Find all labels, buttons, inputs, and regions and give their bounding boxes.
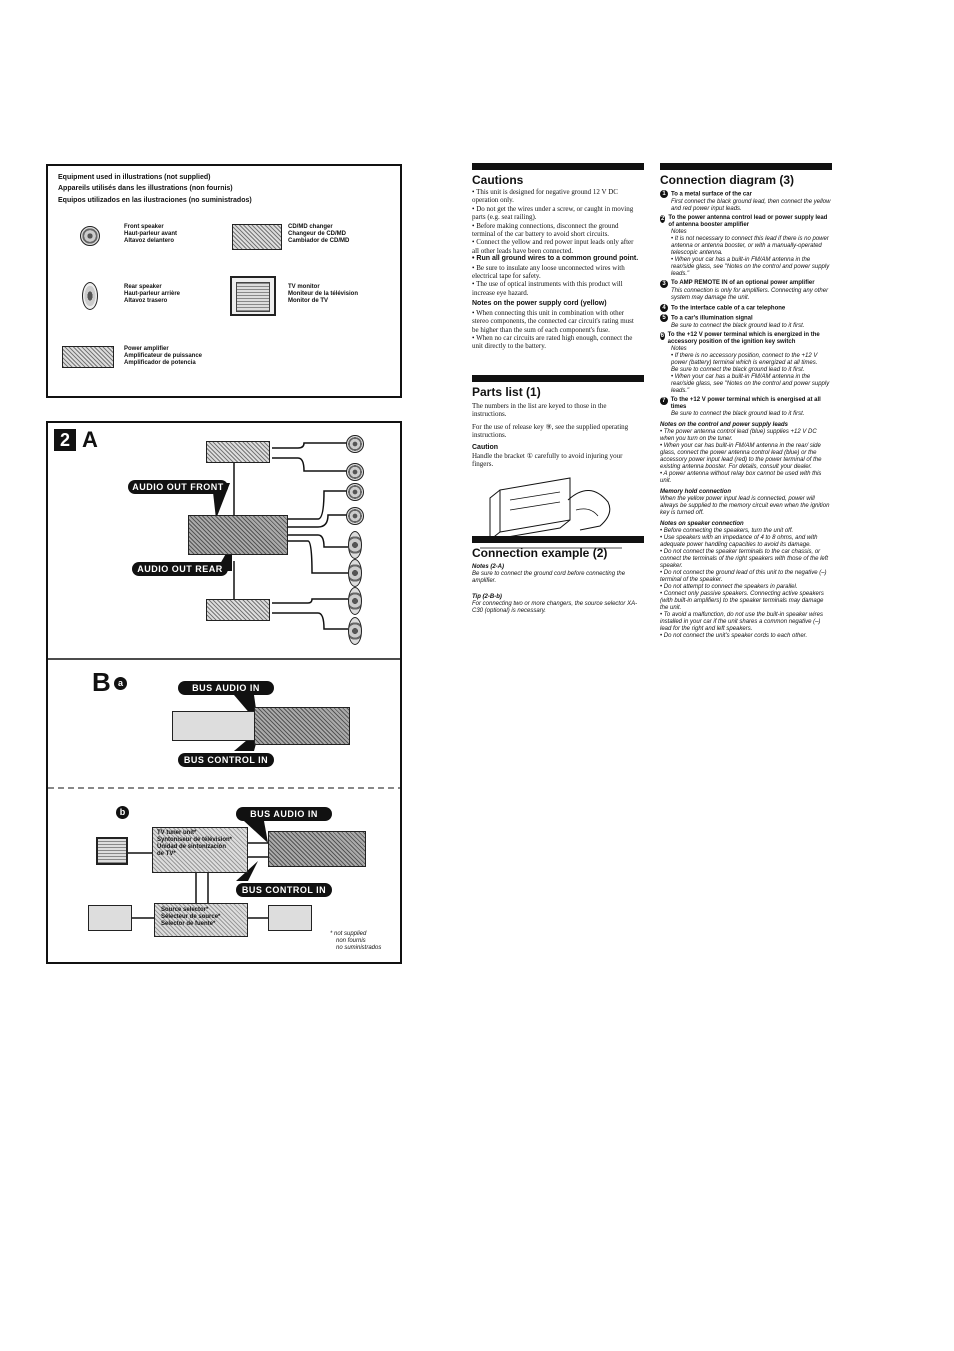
footnote-fr: non fournis <box>336 938 366 944</box>
rear-speaker-label-fr: Haut-parleur arrière <box>124 291 181 297</box>
memory-hold-title: Memory hold connection <box>660 488 732 495</box>
connection-item-head: To AMP REMOTE IN of an optional power amplifier <box>671 279 815 286</box>
equipment-heading-en: Equipment used in illustrations (not supplied) <box>58 174 211 181</box>
cautions-title: Cautions <box>472 173 524 187</box>
caution-item: • This unit is designed for negative ground 12 V DC operation only. <box>472 188 618 205</box>
number-icon: 6 <box>660 332 664 339</box>
number-icon: 2 <box>661 215 665 222</box>
connection-item-1 <box>660 190 832 213</box>
power-amp-label-en: Power amplifier <box>124 346 169 352</box>
speaker-notes-title: Notes on speaker connection <box>660 520 744 527</box>
connection-item-body: Notes • It is not necessary to connect this lead if there is no power antenna or antenna booster, or with a manually-operated telescopic antenna. • When your car has a built-in FM/AM antenna in the rear/side glass, see "Notes on the control and power supply leads." <box>671 228 830 277</box>
tv-tuner-box <box>152 827 248 873</box>
connection-item-body: Be sure to connect the black ground lead to it first. <box>671 410 805 417</box>
number-icon: 4 <box>660 304 668 312</box>
cdmd-changer-label-fr: Changeur de CD/MD <box>288 231 347 237</box>
power-amp-label-es: Amplificador de potencia <box>124 360 196 366</box>
cdmd-changer-label-en: CD/MD changer <box>288 224 333 230</box>
parts-caution-text: Handle the bracket ① carefully to avoid injuring your fingers. <box>472 452 623 469</box>
example-notes <box>472 564 644 615</box>
front-speaker-1-icon <box>346 435 364 453</box>
connection-item-head: To the +12 V power terminal which is energised at all times <box>670 396 821 410</box>
number-icon: 1 <box>660 190 668 198</box>
diagram-badge: 2 <box>54 429 76 451</box>
cautions-list <box>472 188 642 351</box>
power-cord-note: • When connecting this unit in combination with other stereo components, the connected car circuit's rating must be higher than the sum of each component's fuse. <box>472 308 634 334</box>
control-leads-notes-title: Notes on the control and power supply leads <box>660 421 789 428</box>
connection-diagram-rule <box>660 163 832 170</box>
amplifier-front-icon <box>206 441 270 463</box>
amplifier-rear-icon <box>206 599 270 621</box>
number-icon: 3 <box>660 280 668 288</box>
caution-item: • Do not get the wires under a screw, or caught in moving parts (e.g. seat railing). <box>472 204 634 222</box>
tv-tuner-label-es-1: Unidad de sintonización <box>157 844 227 850</box>
footnote-es: no suministrados <box>336 945 382 951</box>
connection-item-4 <box>660 304 832 313</box>
connection-example-title: Connection example (2) <box>472 546 608 560</box>
tv-monitor-icon <box>230 276 276 316</box>
caution-item: • Run all ground wires to a common ground point. <box>472 255 639 263</box>
connection-item-body: First connect the black ground lead, then connect the yellow and red power input leads. <box>671 198 831 212</box>
rear-speaker-label-en: Rear speaker <box>124 284 162 290</box>
control-leads-notes-text: • The power antenna control lead (blue) supplies +12 V DC when you turn on the tuner. • When your car has built-in FM/AM antenna in the rear/ side glass, connect the power antenna control lead (blue) or the accessory power input lead (red) to the power terminal of the existing antenna booster. For details, consult your dealer. • A power antenna without relay box cannot be used with this unit. <box>660 428 822 484</box>
example-tip-text: For connecting two or more changers, the source selector XA-C30 (optional) is necessary. <box>472 601 638 614</box>
cautions-rule <box>472 163 644 170</box>
cdmd-changer-icon <box>232 224 282 250</box>
connection-item-head: To a metal surface of the car <box>671 191 752 198</box>
section-b-a-badge: a <box>114 677 127 690</box>
head-unit-icon <box>188 515 288 555</box>
section-b-label: B <box>92 667 111 697</box>
front-speaker-3-icon <box>346 483 364 501</box>
section-a-label: A <box>82 427 98 452</box>
front-speaker-icon <box>80 226 100 246</box>
section-b-b-badge: b <box>116 806 129 819</box>
audio-out-front-label: AUDIO OUT FRONT <box>128 480 228 494</box>
parts-caution-title: Caution <box>472 443 499 451</box>
connection-item-2 <box>660 215 832 278</box>
parts-list-title: Parts list (1) <box>472 385 541 399</box>
caution-item: • Connect the yellow and red power input leads only after all other leads have been connected. <box>472 238 634 255</box>
connection-item-head: To the +12 V power terminal which is energized in the accessory position of the ignition key switch <box>667 331 820 345</box>
parts-text <box>472 402 642 469</box>
connection-example-diagram <box>46 421 402 964</box>
example-notes-label: Notes (2-A) <box>472 564 505 570</box>
head-unit-icon-b <box>268 831 366 867</box>
connection-item-5 <box>660 314 832 330</box>
front-speaker-label-fr: Haut-parleur avant <box>124 231 178 237</box>
source-selector-label-es: Selector de fuente* <box>161 921 216 927</box>
number-icon: 7 <box>660 397 668 405</box>
rear-speaker-1-icon <box>348 531 362 559</box>
source-selector-box <box>154 903 248 937</box>
example-notes-text: Be sure to connect the ground cord before connecting the amplifier. <box>472 571 626 584</box>
rear-speaker-4-icon <box>348 617 362 645</box>
parts-paragraph-1: The numbers in the list are keyed to those in the instructions. <box>472 402 607 419</box>
bus-audio-in-label-b: BUS AUDIO IN <box>236 807 332 821</box>
front-speaker-2-icon <box>346 463 364 481</box>
example-rule <box>472 536 644 543</box>
power-cord-notes-title: Notes on the power supply cord (yellow) <box>472 300 607 308</box>
rear-speaker-3-icon <box>348 587 362 615</box>
power-amplifier-icon <box>62 346 114 368</box>
front-speaker-label-en: Front speaker <box>124 224 164 230</box>
connection-diagram-title: Connection diagram (3) <box>660 173 795 187</box>
tv-tuner-label-es-2: de TV* <box>157 851 176 857</box>
tv-monitor-label-es: Monitor de TV <box>288 298 328 304</box>
footnote <box>330 931 381 952</box>
connection-item-7 <box>660 397 832 418</box>
example-tip-label: Tip (2-B-b) <box>472 594 502 600</box>
number-icon: 5 <box>660 314 668 322</box>
source-selector-label-fr: Sélecteur de source* <box>161 914 221 920</box>
front-speaker-4-icon <box>346 507 364 525</box>
tv-tuner-label-en: TV tuner unit* <box>157 830 197 836</box>
cd-changer-left-icon <box>88 905 132 931</box>
front-speaker-label-es: Altavoz delantero <box>124 238 175 244</box>
connection-item-head: To a car's illumination signal <box>671 315 753 322</box>
rear-speaker-icon <box>82 282 98 310</box>
bus-control-in-label-b: BUS CONTROL IN <box>236 883 332 897</box>
connection-item-head: To the power antenna control lead or power supply lead of antenna booster amplifier <box>668 214 828 228</box>
parts-rule <box>472 375 644 382</box>
tv-monitor-icon-b <box>96 837 128 865</box>
memory-hold-text: When the yellow power input lead is connected, power will always be supplied to the memory circuit even when the ignition key is turned off. <box>660 495 830 516</box>
cd-changer-icon-a <box>172 711 258 741</box>
audio-out-rear-label: AUDIO OUT REAR <box>132 562 228 576</box>
connection-item-head: To the interface cable of a car telephone <box>671 305 786 312</box>
bus-audio-in-label-a: BUS AUDIO IN <box>178 681 274 695</box>
caution-item: • Before making connections, disconnect the ground terminal of the car battery to avoid short circuits. <box>472 221 619 239</box>
equipment-box <box>46 164 402 398</box>
cd-changer-right-icon <box>268 905 312 931</box>
tv-tuner-label-fr: Syntoniseur de télévision* <box>157 837 233 843</box>
connection-item-body: Notes • If there is no accessory position, connect to the +12 V power (battery) terminal which is energized at all times. Be sure to connect the black ground lead to it first. • When your car has a built-in FM/AM antenna in the rear/side glass, see "Notes on the control and power supply leads." <box>671 345 830 394</box>
power-cord-note: • When no car circuits are rated high enough, connect the unit directly to the battery. <box>472 333 633 351</box>
cdmd-changer-label-es: Cambiador de CD/MD <box>288 238 350 244</box>
rear-speaker-2-icon <box>348 559 362 587</box>
caution-item: • The use of optical instruments with this product will increase eye hazard. <box>472 280 623 297</box>
equipment-heading-es: Equipos utilizados en las ilustraciones (no suministrados) <box>58 196 252 204</box>
connection-item-3 <box>660 280 832 302</box>
footnote-en: * not supplied <box>330 931 367 937</box>
connection-item-body: This connection is only for amplifiers. Connecting any other system may damage the unit. <box>671 287 829 301</box>
source-selector-label-en: Source selector* <box>161 907 209 913</box>
tv-monitor-label-en: TV monitor <box>288 284 320 290</box>
speaker-notes-text: • Before connecting the speakers, turn the unit off. • Use speakers with an impedance of 4 to 8 ohms, and with adequate power handling capacities to avoid its damage. • Do not connect the speaker terminals to the car chassis, or connect the terminals of the right speakers with those of the left speaker. • Do not connect the ground lead of this unit to the negative (–) terminal of the speaker. • Do not attempt to connect the speakers in parallel. • Connect only passive speakers. Connecting active speakers (with built-in amplifiers) to the speaker terminals may damage the unit. • To avoid a malfunction, do not use the built-in speaker wires installed in your car if the unit shares a common negative (–) lead for the right and left speakers. • Do not connect the unit's speaker cords to each other. <box>660 527 829 639</box>
tv-monitor-label-fr: Moniteur de la télévision <box>288 291 359 297</box>
equipment-heading-fr: Appareils utilisés dans les illustrations (non fournis) <box>58 185 233 193</box>
power-amp-label-fr: Amplificateur de puissance <box>124 353 203 359</box>
connection-item-body: Be sure to connect the black ground lead to it first. <box>671 322 805 329</box>
head-unit-icon-a <box>254 707 350 745</box>
connection-item-6 <box>660 332 832 395</box>
rear-speaker-label-es: Altavoz trasero <box>124 298 168 304</box>
connection-diagram-list <box>660 190 832 640</box>
bus-control-in-label-a: BUS CONTROL IN <box>178 753 274 767</box>
parts-paragraph-2: For the use of release key ⑨, see the supplied operating instructions. <box>472 422 629 440</box>
caution-item: • Be sure to insulate any loose unconnected wires with electrical tape for safety. <box>472 263 625 281</box>
